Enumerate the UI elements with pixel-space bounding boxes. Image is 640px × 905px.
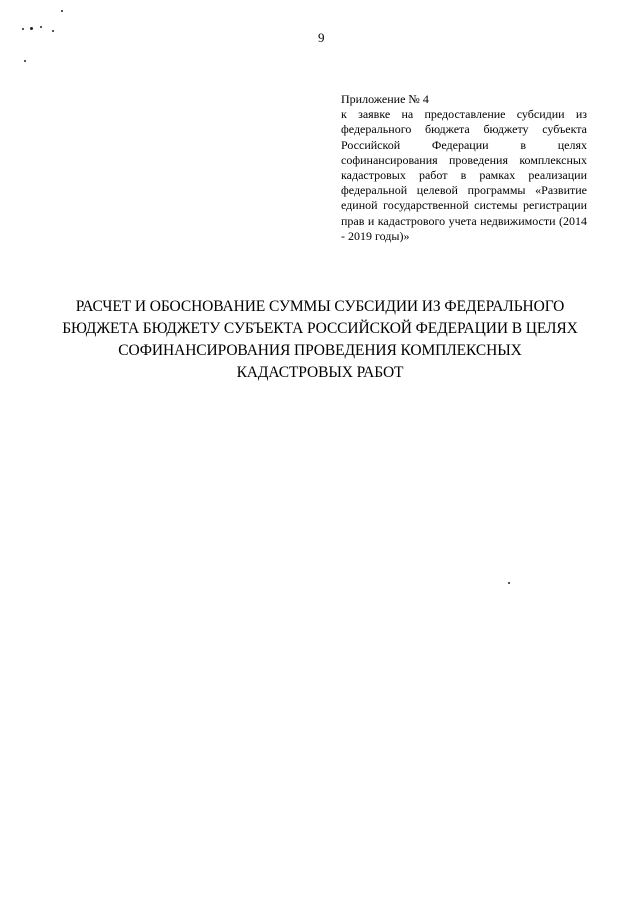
scan-speck xyxy=(22,28,24,30)
scan-speck xyxy=(61,10,63,12)
page-number: 9 xyxy=(318,30,325,45)
document-title: РАСЧЕТ И ОБОСНОВАНИЕ СУММЫ СУБСИДИИ ИЗ ФЕДЕРАЛЬНОГО БЮДЖЕТА БЮДЖЕТУ СУБЪЕКТА РОССИЙСКОЙ ФЕДЕРАЦИИ В ЦЕЛЯХ СОФИНАНСИРОВАНИЯ ПРОВЕДЕНИЯ КОМПЛЕКСНЫХ КАДАСТРОВЫХ РАБОТ xyxy=(62,298,578,381)
scan-speck xyxy=(30,27,33,30)
appendix-note xyxy=(341,92,587,244)
scan-speck xyxy=(508,582,510,584)
scan-speck xyxy=(52,30,54,32)
appendix-title: Приложение № 4 xyxy=(341,92,429,106)
scan-speck xyxy=(40,26,42,28)
appendix-body: к заявке на предоставление субсидии из федерального бюджета бюджету субъекта Российской Федерации в целях софинансирования проведения комплексных кадастровых работ в рамках реализации федеральной целевой программы «Развитие единой государственной системы регистрации прав и кадастрового учета недвижимости (2014 - 2019 годы)» xyxy=(341,107,587,243)
scan-speck xyxy=(24,60,26,62)
